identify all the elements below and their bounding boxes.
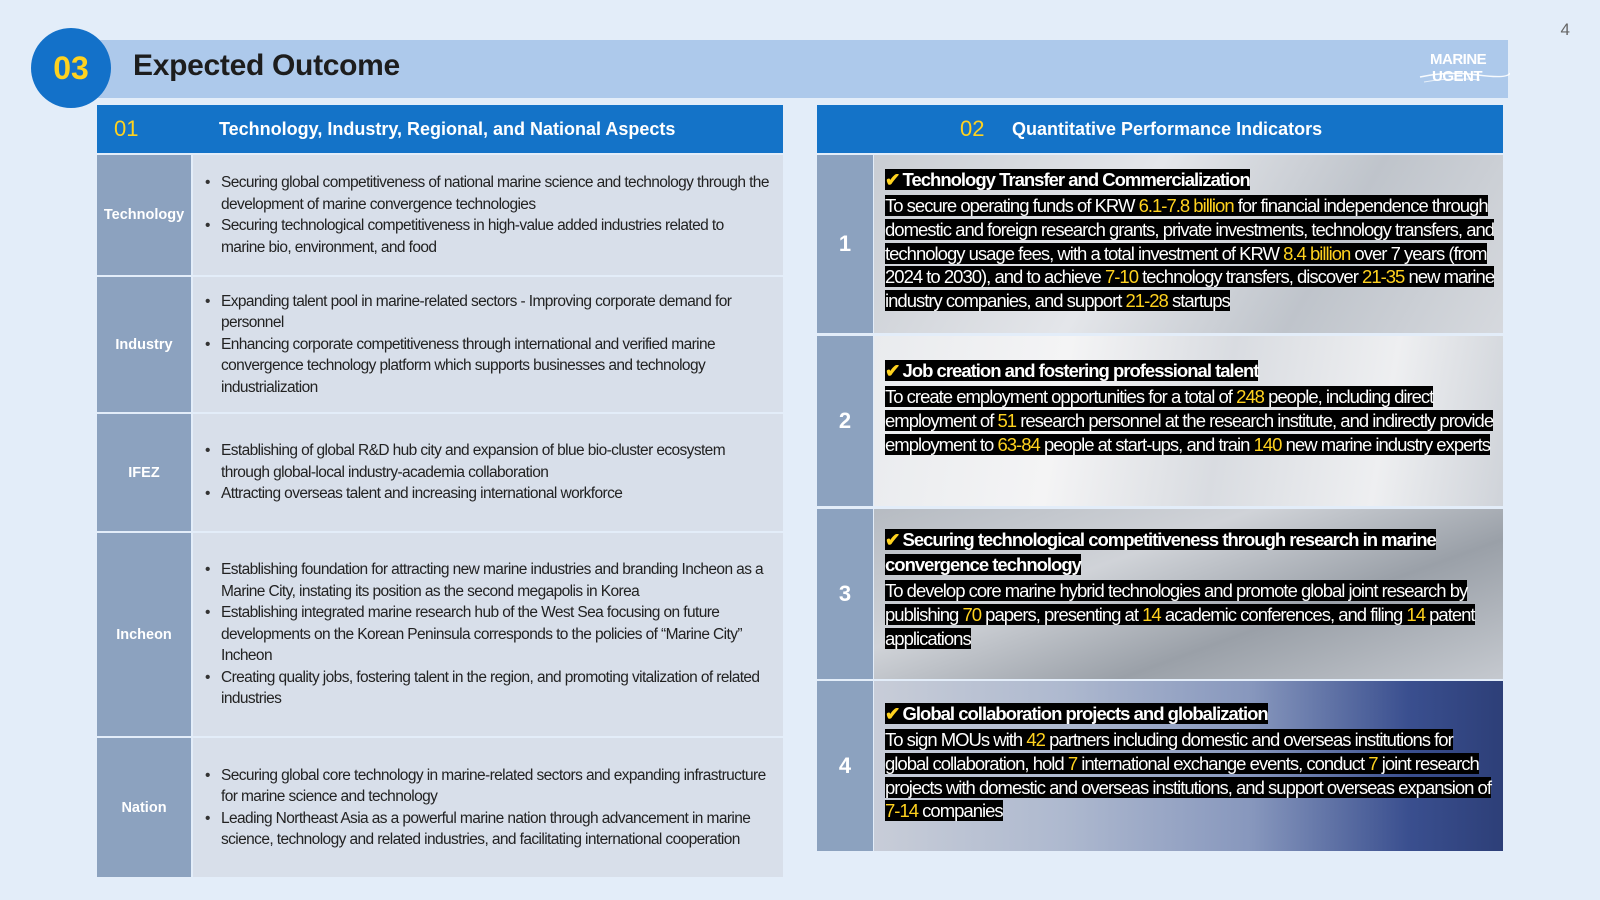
aspect-label: Incheon bbox=[97, 533, 191, 736]
indicator-heading-highlight bbox=[885, 360, 1258, 381]
aspect-bullet: • Establishing foundation for attracting new marine industries and branding Incheon as a Marine City, instating its position as the second megapolis in Korea bbox=[221, 559, 771, 602]
indicator-figure: 8.4 billion bbox=[1283, 242, 1351, 264]
indicator-heading-text: Technology Transfer and Commercialization bbox=[902, 169, 1250, 190]
aspect-bullet: • Leading Northeast Asia as a powerful marine nation through advancement in marine science, technology and related industries, and facilitating international cooperation bbox=[221, 808, 771, 851]
aspect-bullet-list bbox=[193, 765, 783, 851]
aspect-bullet: • Securing global competitiveness of national marine science and technology through the development of marine convergence technologies bbox=[221, 172, 771, 215]
indicator-text-segment: companies bbox=[918, 800, 1003, 822]
indicator-text-segment: people at start-ups, and train bbox=[1039, 433, 1254, 455]
indicator-description-highlight bbox=[885, 580, 1475, 649]
indicator-figure: 6.1-7.8 billion bbox=[1138, 195, 1234, 216]
indicator-figure: 7 bbox=[1067, 752, 1078, 774]
aspect-bullet-list bbox=[193, 172, 783, 258]
indicator-figure: 7-14 bbox=[885, 800, 919, 822]
check-icon: ✔ bbox=[885, 169, 900, 190]
indicator-text-segment: over 7 years (from 2024 to 2030), and to achieve bbox=[885, 242, 1487, 288]
aspect-row-ifez bbox=[97, 414, 783, 531]
indicator-index: 4 bbox=[817, 681, 873, 851]
indicator-heading-highlight bbox=[885, 169, 1250, 190]
indicator-heading bbox=[885, 701, 1495, 726]
indicator-figure: 7-10 bbox=[1104, 266, 1138, 288]
indicator-figure: 21-35 bbox=[1362, 266, 1405, 288]
indicator-description bbox=[885, 728, 1495, 823]
indicator-text-segment: technology transfers, discover bbox=[1137, 266, 1363, 288]
indicator-text-segment: startups bbox=[1167, 290, 1230, 312]
aspect-label: Industry bbox=[97, 277, 191, 412]
indicator-description-highlight bbox=[885, 386, 1493, 455]
aspect-body bbox=[193, 533, 783, 736]
check-icon: ✔ bbox=[885, 360, 900, 381]
indicator-figure: 63-84 bbox=[997, 433, 1040, 455]
indicator-description bbox=[885, 385, 1495, 456]
indicator-text bbox=[885, 527, 1495, 650]
aspect-bullet: • Establishing integrated marine research hub of the West Sea focusing on future developments on the Korean Peninsula corresponds to the policies of “Marine City” Incheon bbox=[221, 602, 771, 667]
indicator-text-segment: new marine industry experts bbox=[1281, 433, 1490, 455]
logo-line2: UGENT bbox=[1432, 68, 1482, 85]
aspect-label: Nation bbox=[97, 738, 191, 877]
aspect-label: Technology bbox=[97, 155, 191, 275]
aspect-bullet: • Attracting overseas talent and increasing international workforce bbox=[221, 483, 771, 505]
aspect-body bbox=[193, 277, 783, 412]
indicator-heading bbox=[885, 527, 1495, 577]
indicator-item-3 bbox=[817, 509, 1503, 679]
indicator-text bbox=[885, 358, 1495, 456]
marine-ugent-logo bbox=[1418, 49, 1510, 91]
aspect-row-technology bbox=[97, 155, 783, 275]
indicator-index: 1 bbox=[817, 155, 873, 333]
aspect-bullet-list bbox=[193, 291, 783, 399]
indicator-index: 2 bbox=[817, 336, 873, 506]
aspect-label: IFEZ bbox=[97, 414, 191, 531]
indicator-text-segment: To create employment opportunities for a total of bbox=[885, 386, 1237, 407]
indicator-figure: 42 bbox=[1026, 729, 1045, 750]
indicator-heading bbox=[885, 358, 1495, 383]
aspect-bullet: • Securing technological competitiveness in high-value added industries related to marine bio, environment, and food bbox=[221, 215, 771, 258]
indicator-text-segment: joint research projects with domestic and overseas institutions, and support overseas expansion of bbox=[885, 752, 1491, 798]
indicator-description bbox=[885, 579, 1495, 650]
indicator-content bbox=[874, 336, 1503, 506]
indicator-heading bbox=[885, 167, 1495, 192]
aspect-bullet: • Enhancing corporate competitiveness through international and verified marine convergence technology platform which supports businesses and technology industrialization bbox=[221, 334, 771, 399]
page-title: Expected Outcome bbox=[133, 49, 400, 82]
indicator-description bbox=[885, 194, 1495, 313]
indicators-panel-title: Quantitative Performance Indicators bbox=[1012, 118, 1323, 139]
indicator-figure: 21-28 bbox=[1125, 290, 1168, 312]
aspects-panel bbox=[97, 105, 783, 893]
aspect-row-industry bbox=[97, 277, 783, 412]
indicator-text-segment: papers, presenting at bbox=[981, 603, 1143, 625]
check-icon: ✔ bbox=[885, 529, 900, 550]
indicator-content bbox=[874, 155, 1503, 333]
indicator-content bbox=[874, 509, 1503, 679]
indicator-item-1 bbox=[817, 155, 1503, 333]
indicator-figure: 248 bbox=[1236, 386, 1264, 407]
indicator-text-segment: To secure operating funds of KRW bbox=[885, 195, 1139, 216]
indicator-heading-text: Securing technological competitiveness through research in marine convergence technology bbox=[885, 529, 1436, 575]
indicator-text-segment: people, including direct employment of bbox=[885, 386, 1434, 431]
aspects-panel-title: Technology, Industry, Regional, and National Aspects bbox=[219, 118, 676, 139]
page-number: 4 bbox=[1560, 20, 1570, 39]
aspect-bullet: • Securing global core technology in marine-related sectors and expanding infrastructure for marine science and technology bbox=[221, 765, 771, 808]
aspect-bullet: • Expanding talent pool in marine-related sectors - Improving corporate demand for personnel bbox=[221, 291, 771, 334]
logo-line1: MARINE bbox=[1430, 51, 1487, 68]
indicator-figure: 14 bbox=[1142, 603, 1161, 625]
indicators-panel-header bbox=[817, 105, 1503, 153]
aspect-body bbox=[193, 738, 783, 877]
aspect-row-incheon bbox=[97, 533, 783, 736]
section-badge: 03 bbox=[31, 28, 111, 108]
indicator-content bbox=[874, 681, 1503, 851]
aspect-bullet: • Establishing of global R&D hub city and expansion of blue bio-cluster ecosystem through global-local industry-academia collaboration bbox=[221, 440, 771, 483]
aspects-panel-header bbox=[97, 105, 783, 153]
indicator-heading-highlight bbox=[885, 529, 1436, 575]
indicator-heading-text: Global collaboration projects and globalization bbox=[902, 703, 1268, 724]
indicator-description-highlight bbox=[885, 729, 1491, 821]
indicator-text-segment: research personnel at the research institute, and indirectly provide employment to bbox=[885, 409, 1494, 455]
indicator-figure: 14 bbox=[1406, 603, 1425, 625]
indicator-text bbox=[885, 701, 1495, 823]
indicator-item-4 bbox=[817, 681, 1503, 851]
indicator-text-segment: To sign MOUs with bbox=[885, 729, 1027, 750]
check-icon: ✔ bbox=[885, 703, 900, 724]
indicator-text-segment: partners including domestic and overseas institutions for global collaboration, hold bbox=[885, 729, 1453, 774]
aspect-bullet-list bbox=[193, 559, 783, 710]
aspect-bullet-list bbox=[193, 440, 783, 505]
indicator-heading-text: Job creation and fostering professional talent bbox=[902, 360, 1259, 381]
indicator-figure: 140 bbox=[1253, 433, 1282, 455]
indicators-panel-number: 02 bbox=[960, 116, 985, 141]
indicator-text-segment: patent applications bbox=[885, 603, 1475, 649]
indicator-text-segment: To develop core marine hybrid technologies and promote global joint research by publishing bbox=[885, 580, 1468, 625]
indicators-panel bbox=[817, 105, 1503, 865]
indicator-text-segment: international exchange events, conduct bbox=[1077, 752, 1369, 774]
indicator-heading-highlight bbox=[885, 703, 1268, 724]
indicator-item-2 bbox=[817, 336, 1503, 506]
indicator-text-segment: academic conferences, and filing bbox=[1160, 603, 1407, 625]
indicator-figure: 51 bbox=[997, 409, 1017, 431]
aspect-row-nation bbox=[97, 738, 783, 877]
indicator-text bbox=[885, 167, 1495, 313]
indicator-figure: 7 bbox=[1368, 752, 1378, 774]
indicator-text-segment: new marine industry companies, and support bbox=[885, 266, 1495, 312]
aspect-body bbox=[193, 155, 783, 275]
indicator-index: 3 bbox=[817, 509, 873, 679]
indicator-text-segment: for financial independence through domestic and foreign research grants, private investments, technology transfers, and technology usage fees, with a total investment of KRW bbox=[885, 195, 1495, 264]
aspect-bullet: • Creating quality jobs, fostering talent in the region, and promoting vitalization of related industries bbox=[221, 667, 771, 710]
indicator-description-highlight bbox=[885, 195, 1494, 311]
aspects-panel-number: 01 bbox=[114, 116, 139, 141]
indicator-figure: 70 bbox=[962, 603, 982, 625]
aspect-body bbox=[193, 414, 783, 531]
